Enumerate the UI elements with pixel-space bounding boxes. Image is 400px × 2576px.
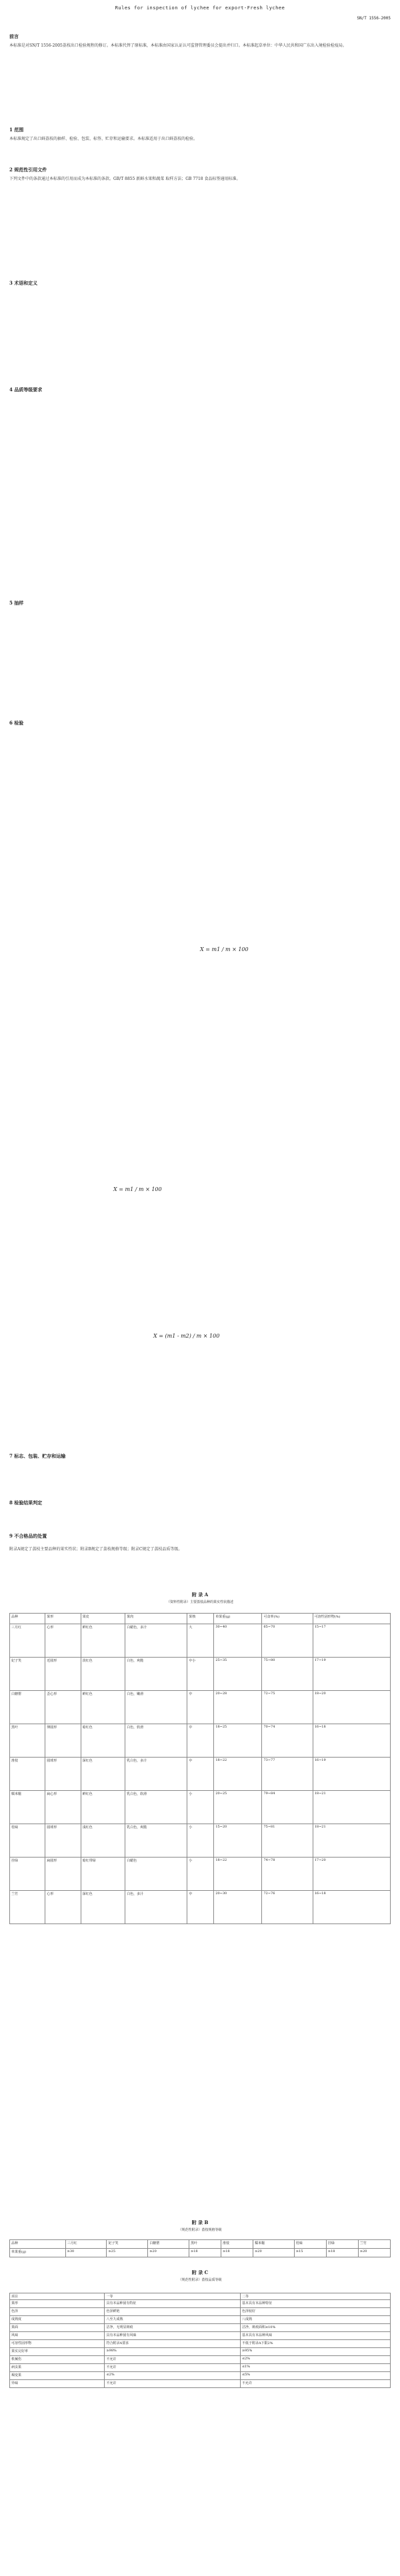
table-row [10,2372,391,2380]
table-row [10,1824,391,1858]
table-cell: 20~30 [214,1891,262,1924]
table-cell: 色泽 [10,2308,105,2316]
table-cell: 不允许 [240,2380,390,2388]
table-cell: ≥20 [253,2249,295,2257]
table-cell: 25~35 [214,1658,262,1691]
table-cell: 18~20 [313,1691,390,1724]
table-cell: 妃子笑 [107,2240,148,2249]
table-cell: 20~28 [214,1691,262,1724]
table-cell: 乳白色，多汁 [125,1758,187,1791]
table-cell: 白色，多汁 [125,1891,187,1924]
table-cell: 鲜红色 [81,1624,125,1658]
column-header: 果肉 [125,1614,187,1624]
table-cell: 淮枝 [10,1758,45,1791]
table-cell: 具有本品种固有特征 [105,2300,240,2308]
table-cell: 洁净，无明显斑痕 [105,2324,240,2332]
result-heading: 8 检验结果判定 [9,1500,43,1506]
table-cell: 深红色 [81,1758,125,1791]
table-cell: 妃子笑 [10,1658,45,1691]
table-row [10,2348,391,2356]
table-cell: 扁心形 [45,1791,81,1824]
table-cell: 16~19 [313,1758,390,1791]
table-row [10,2249,391,2257]
table-cell: 淡红色 [81,1658,125,1691]
table-cell: 75~80 [262,1658,313,1691]
table-cell: 鲜红色 [81,1691,125,1724]
table-row [10,1891,391,1924]
table-cell: ≥18 [326,2249,358,2257]
table-cell: 扁圆形 [45,1858,81,1891]
table-cell: 暗红色 [81,1724,125,1758]
table-cell: 病虫果 [10,2364,105,2372]
table-cell: 褐变果 [10,2372,105,2380]
table-cell: 三月红 [10,1624,45,1658]
table-cell: 74~78 [262,1858,313,1891]
table-cell: 近圆形 [45,1658,81,1691]
table-cell: 色泽较好 [240,2308,390,2316]
table-cell: 八成熟 [240,2316,390,2324]
table-cell: 洁净，斑痕面积≤10% [240,2324,390,2332]
table-row [10,1758,391,1791]
table-cell: 18~22 [214,1858,262,1891]
table-b-subcaption: （规范性附录）荔枝规格等级 [178,2228,222,2232]
table-cell: 中 [187,1758,214,1791]
normative-text: 下列文件中的条款通过本标准的引用而成为本标准的条款。GB/T 8855 新鲜水果和蔬菜 取样方法；GB 7718 食品标签通用标准。 [9,177,241,181]
table-cell: 深红色 [81,1891,125,1924]
table-cell: 浅红色 [81,1824,125,1858]
table-cell: ≥20 [148,2249,189,2257]
table-row [10,2308,391,2316]
table-cell: 心形 [45,1891,81,1924]
table-row [10,1658,391,1691]
column-header: 果皮 [81,1614,125,1624]
table-cell: 卵圆形 [45,1724,81,1758]
table-cell: 圆球形 [45,1758,81,1791]
table-cell: 白色，嫩滑 [125,1691,187,1724]
table-cell: 乳白色，爽脆 [125,1824,187,1858]
column-header: 单果重(g) [214,1614,262,1624]
table-c [9,2293,391,2388]
table-cell: 小 [187,1791,214,1824]
table-cell: 机械伤 [10,2356,105,2364]
table-cell: 成熟度 [10,2316,105,2324]
table-cell: ≥25 [107,2249,148,2257]
table-cell: 15~20 [214,1824,262,1858]
table-cell: 72~76 [262,1891,313,1924]
appendix-note: 附录A规定了荔枝主要品种的果实性状；附录B规定了荔枝规格等级；附录C规定了荔枝品质等级。 [9,1547,183,1552]
table-cell: ≤5% [240,2372,390,2380]
table-row [10,1624,391,1658]
table-cell: 不低于附录A下限2% [240,2340,390,2348]
table-c-subcaption: （规范性附录）荔枝品质等级 [178,2278,222,2282]
table-cell: 糯米糍 [10,1791,45,1824]
table-cell: 乳白色，软滑 [125,1791,187,1824]
table-row [10,2340,391,2348]
table-cell: 圆球形 [45,1824,81,1858]
table-cell: 白糖罂 [148,2240,189,2249]
table-cell: 16~18 [313,1891,390,1924]
table-cell: 30~40 [214,1624,262,1658]
formula-2: X = m1 / m × 100 [113,1186,162,1192]
grade-heading: 4 品质等级要求 [9,387,43,393]
table-cell: 桂味 [294,2240,326,2249]
column-header: 二等 [240,2293,390,2300]
table-row [10,2240,391,2249]
table-cell: 色泽鲜艳 [105,2308,240,2316]
inspection-heading: 6 检验 [9,720,24,726]
table-a [9,1613,391,1924]
table-row [10,2316,391,2324]
table-cell: 三月红 [65,2240,107,2249]
table-cell: 中 [187,1691,214,1724]
sampling-heading: 5 抽样 [9,600,24,606]
table-row [10,1691,391,1724]
table-row [10,2364,391,2372]
table-cell: 桂味 [10,1824,45,1858]
table-b [9,2239,391,2257]
table-cell: 基本具有本品种风味 [240,2332,390,2340]
table-cell: ≤1% [240,2364,390,2372]
table-cell: 异味 [10,2380,105,2388]
foreword-text: 本标准是对SN/T 1556-2005荔枝出口检验规程的修订。本标准代替了原标准，本标准由国家认证认可监督管理委员会提出并归口。本标准起草单位：中华人民共和国广东出入境检验检疫局。 [9,43,347,48]
table-cell: 可溶性固形物 [10,2340,105,2348]
table-cell: 中 [187,1891,214,1924]
table-cell: 黑叶 [189,2240,221,2249]
standard-number: SN/T 1556-2005 [357,16,391,21]
foreword-heading: 前言 [9,33,19,39]
table-cell: 白糖罂 [10,1691,45,1724]
table-cell: 79~84 [262,1791,313,1824]
table-row [10,1858,391,1891]
table-cell: 糯米糍 [253,2240,295,2249]
table-row [10,2332,391,2340]
table-cell: 17~20 [313,1858,390,1891]
column-header: 可溶性固形物(%) [313,1614,390,1624]
table-cell: 白色，爽脆 [125,1658,187,1691]
table-cell: 75~81 [262,1824,313,1858]
column-header: 项目 [10,2293,105,2300]
table-cell: 小 [187,1858,214,1891]
table-cell: ≥20 [358,2249,390,2257]
table-row [10,2324,391,2332]
table-a-subcaption: （资料性附录）主要荔枝品种的果实性状描述 [166,1600,233,1604]
table-cell: 20~25 [214,1791,262,1824]
table-cell: 18~21 [313,1824,390,1858]
table-cell: 白蜡色，多汁 [125,1624,187,1658]
table-row [10,2300,391,2308]
normative-heading: 2 规范性引用文件 [9,167,47,173]
table-cell: 不允许 [105,2380,240,2388]
table-cell: 不允许 [105,2356,240,2364]
table-cell: 黑叶 [10,1724,45,1758]
table-cell: 白蜡色 [125,1858,187,1891]
table-c-caption: 附 录 C [191,2269,209,2275]
table-cell: ≤2% [105,2372,240,2380]
table-cell: 不允许 [105,2364,240,2372]
table-cell: ≤2% [240,2356,390,2364]
formula-3: X = (m1 - m2) / m × 100 [153,1333,220,1339]
table-cell: 鲜红色 [81,1791,125,1824]
table-cell: 兰竹 [10,1891,45,1924]
table-cell: ≥98% [105,2348,240,2356]
table-cell: 符合附录A要求 [105,2340,240,2348]
table-cell: 65~70 [262,1624,313,1658]
table-cell: 果实完好率 [10,2348,105,2356]
table-cell: 70~74 [262,1724,313,1758]
table-cell: 歪心形 [45,1691,81,1724]
table-cell: 兰竹 [358,2240,390,2249]
document-title: Rules for inspection of lychee for export-Fresh lychee [115,5,285,11]
table-cell: ≥95% [240,2348,390,2356]
column-header: 果形 [45,1614,81,1624]
table-cell: ≥18 [189,2249,221,2257]
table-cell: 白色，软滑 [125,1724,187,1758]
table-cell: 中 [187,1724,214,1758]
table-cell: 基本具有本品种特征 [240,2300,390,2308]
table-cell: 暗红带绿 [81,1858,125,1891]
table-cell: 73~77 [262,1758,313,1791]
table-cell: 具有本品种固有风味 [105,2332,240,2340]
table-cell: 17~19 [313,1658,390,1691]
scope-text: 本标准规定了出口鲜荔枝的抽样、检验、包装、标签、贮存和运输要求。本标准适用于出口鲜荔枝的检验。 [9,137,198,141]
table-b-caption: 附 录 B [191,2219,209,2225]
table-cell: 八至九成熟 [105,2316,240,2324]
formula-1: X = m1 / m × 100 [200,946,249,952]
table-cell: 挂绿 [326,2240,358,2249]
table-cell: 中小 [187,1658,214,1691]
table-cell: 大 [187,1624,214,1658]
row-label: 品种 [10,2240,66,2249]
table-cell: ≥30 [65,2249,107,2257]
table-cell: ≥18 [221,2249,253,2257]
table-cell: ≥15 [294,2249,326,2257]
column-header: 可食率(%) [262,1614,313,1624]
table-cell: 15~17 [313,1624,390,1658]
column-header: 一等 [105,2293,240,2300]
table-cell: 18~22 [214,1758,262,1791]
table-cell: 小 [187,1824,214,1858]
table-cell: 18~21 [313,1791,390,1824]
table-cell: 16~18 [313,1724,390,1758]
column-header: 品种 [10,1614,45,1624]
table-cell: 心形 [45,1624,81,1658]
scope-heading: 1 范围 [9,127,24,133]
column-header: 果核 [187,1614,214,1624]
handling-heading: 9 不合格品的处置 [9,1533,47,1539]
table-row [10,1791,391,1824]
table-cell: 风味 [10,2332,105,2340]
terms-heading: 3 术语和定义 [9,280,38,286]
table-row [10,2356,391,2364]
table-a-caption: 附 录 A [191,1592,209,1598]
table-cell: 72~75 [262,1691,313,1724]
table-row [10,2380,391,2388]
table-row [10,1724,391,1758]
table-cell: 挂绿 [10,1858,45,1891]
table-cell: 果形 [10,2300,105,2308]
table-cell: 果面 [10,2324,105,2332]
table-cell: 18~25 [214,1724,262,1758]
row-label: 单果重(g) [10,2249,66,2257]
table-cell: 淮枝 [221,2240,253,2249]
marking-heading: 7 标志、包装、贮存和运输 [9,1453,66,1459]
